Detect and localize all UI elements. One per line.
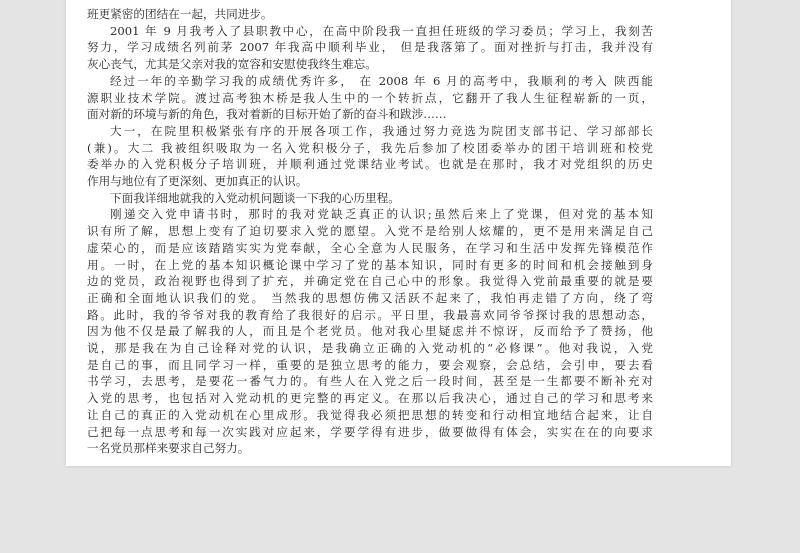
text-line: 识有所了解，思想上变有了迫切要求入党的愿望。入党不是给别人炫耀的，更不是用来满足自己 bbox=[87, 224, 653, 239]
text-line: 作用与地位有了更深刻、更加真正的认识。 bbox=[87, 174, 308, 189]
text-line: 班更紧密的团结在一起，共同进步。 bbox=[87, 7, 273, 21]
text-line: 说，那是我在为自己诠释对党的认识，是我确立正确的入党动机的“必修课”。他对我说，入党 bbox=[87, 341, 653, 356]
text-line: 路。此时，我的爷爷对我的教育给了我很好的启示。平日里，我最喜欢同爷爷探讨我的思想动态， bbox=[87, 307, 653, 322]
text-line: 2001 年 9 月我考入了县职教中心，在高中阶段我一直担任班级的学习委员；学习上，我刻苦 bbox=[110, 23, 653, 38]
text-line: 委举办的入党积极分子培训班，并顺利通过党课结业考试。也就是在那时，我才对党组织的历史 bbox=[87, 157, 653, 172]
text-line: 书学习，去思考，是要花一番气力的。有些人在入党之后一段时间，甚至是一生都要不断补充对 bbox=[87, 374, 653, 389]
text-line: 让自己的真正的入党动机在心里成形。我觉得我必须把思想的转变和行动相宜地结合起来，让自 bbox=[87, 407, 653, 422]
text-line: (兼)。大二 我被组织吸取为一名入党积极分子，我先后参加了校团委举办的团干培训班和校党 bbox=[87, 140, 653, 155]
text-line: 入党的思考，也包括对入党动机的更完整的再定义。在那以后我决心，通过自己的学习和思考来 bbox=[87, 391, 653, 406]
text-line: 己把每一点思考和每一次实践对应起来，学要学得有进步，做要做得有体会，实实在在的向要求 bbox=[87, 424, 653, 439]
text-line: 大一，在院里积极紧张有序的开展各项工作，我通过努力竞选为院团支部书记、学习部部长 bbox=[110, 123, 653, 138]
text-line: 面对新的环境与新的角色，我对着新的目标开始了新的奋斗和跋涉…… bbox=[87, 107, 447, 122]
text-line: 努力，学习成绩名列前茅 2007 年我高中顺利毕业， 但是我落第了。面对挫折与打击，我并没有 bbox=[87, 40, 653, 55]
text-line: 边的党员，政治视野也得到了扩充，并确定党在自己心中的形象。我觉得入党前最重要的就是要 bbox=[87, 274, 653, 289]
text-line: 正确和全面地认识我们的党。 当然我的思想仿佛又活跃不起来了，我怕再走错了方向，绕了弯 bbox=[87, 290, 653, 305]
document-body bbox=[87, 6, 653, 457]
text-line: 用。一时，在上党的基本知识概论课中学习了党的基本知识，同时有更多的时间和机会接触到身 bbox=[87, 257, 653, 272]
text-line: 经过一年的辛勤学习我的成绩优秀许多， 在 2008 年 6 月的高考中，我顺利的考入 陕西能 bbox=[110, 73, 653, 88]
text-line: 源职业技术学院。渡过高考独木桥是我人生中的一个转折点，它翻开了我人生征程崭新的一页， bbox=[87, 90, 653, 105]
text-line: 因为他不仅是最了解我的人，而且是个老党员。他对我心里疑虑并不惊讶，反而给予了赞扬，他 bbox=[87, 324, 653, 339]
text-line: 是自己的事，而且同学习一样，重要的是独立思考的能力，要会观察，会总结，会引申，要去看 bbox=[87, 357, 653, 372]
text-line: 下面我详细地就我的入党动机问题谈一下我的心历里程。 bbox=[110, 190, 400, 205]
text-line: 刚递交入党申请书时，那时的我对党缺乏真正的认识;虽然后来上了党课，但对党的基本知 bbox=[110, 207, 653, 222]
text-line: 一名党员那样来要求自己努力。 bbox=[87, 441, 250, 456]
text-line: 虚荣心的，而是应该踏踏实实为党奉献，全心全意为人民服务，在学习和生活中发挥先锋模范作 bbox=[87, 240, 653, 255]
text-line: 灰心丧气，尤其是父亲对我的宽容和安慰使我终生难忘。 bbox=[87, 57, 377, 72]
